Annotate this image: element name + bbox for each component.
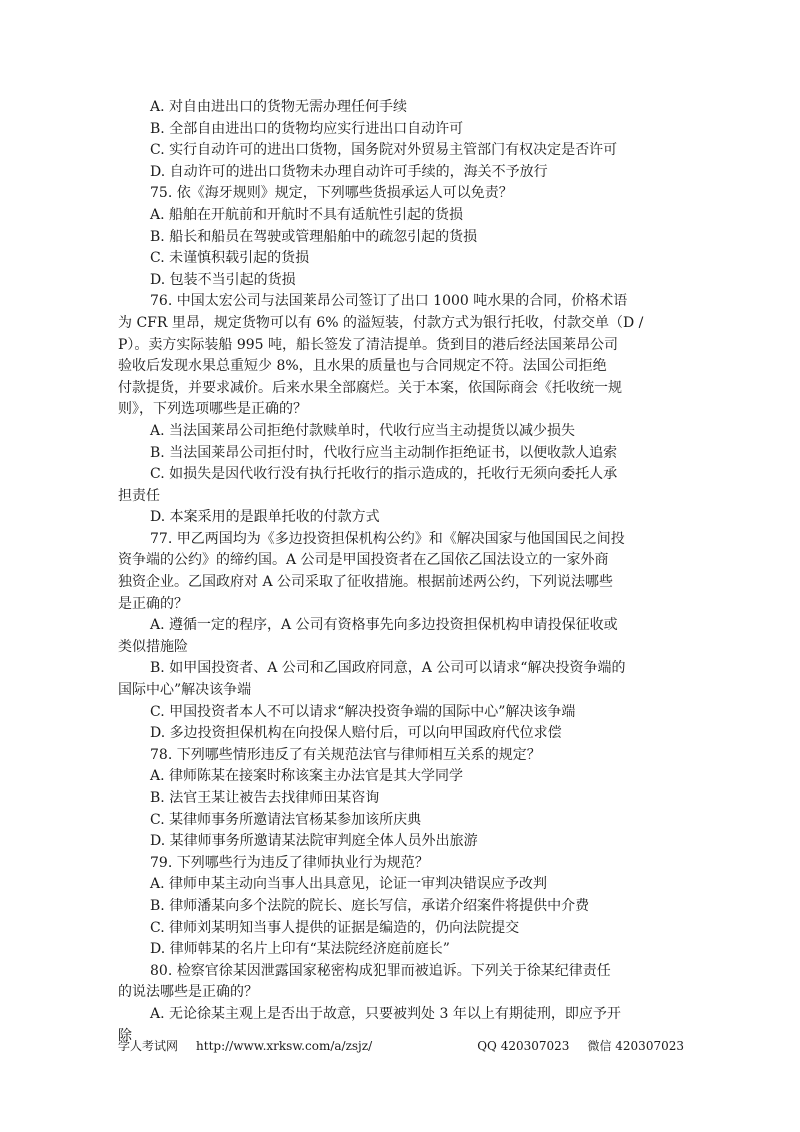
footer-qq-number: 420307023 — [500, 1039, 570, 1053]
text-line: 验收后发现水果总重短少 8%，且水果的质量也与合同规定不符。法国公司拒绝 — [118, 358, 607, 375]
footer-left — [118, 1036, 372, 1056]
footer-wechat-label: 微信 — [587, 1039, 612, 1053]
text-line: 担责任 — [118, 487, 160, 504]
text-line: A. 当法国莱昂公司拒绝付款赎单时，代收行应当主动提货以减少损失 — [150, 422, 576, 439]
text-line: 除 — [118, 1027, 132, 1044]
text-line: B. 全部自由进出口的货物均应实行进出口自动许可 — [150, 120, 464, 137]
text-line: A. 无论徐某主观上是否出于故意，只要被判处 3 年以上有期徒刑，即应予开 — [150, 1005, 621, 1022]
text-line: D. 某律师事务所邀请某法院审判庭全体人员外出旅游 — [150, 833, 478, 850]
text-line: 76. 中国太宏公司与法国莱昂公司签订了出口 1000 吨水果的合同，价格术语 — [150, 293, 628, 310]
text-line: 79. 下列哪些行为违反了律师执业行为规范？ — [150, 854, 429, 871]
text-line: 国际中心”解决该争端 — [118, 682, 252, 699]
document-body — [118, 97, 684, 1047]
text-line: C. 如损失是因代收行没有执行托收行的指示造成的，托收行无须向委托人承 — [150, 466, 618, 483]
text-line: B. 如甲国投资者、A 公司和乙国政府同意，A 公司可以请求“解决投资争端的 — [150, 660, 626, 677]
footer-site-name: 学人考试网 — [118, 1039, 179, 1053]
text-line: B. 船长和船员在驾驶或管理船舶中的疏忽引起的货损 — [150, 228, 478, 245]
text-line: C. 甲国投资者本人不可以请求“解决投资争端的国际中心”解决该争端 — [150, 703, 576, 720]
text-line: 是正确的？ — [118, 595, 188, 612]
text-line: 80. 检察官徐某因泄露国家秘密构成犯罪而被追诉。下列关于徐某纪律责任 — [150, 962, 611, 979]
footer-wechat-number: 420307023 — [615, 1039, 684, 1053]
text-line: 独资企业。乙国政府对 A 公司采取了征收措施。根据前述两公约，下列说法哪些 — [118, 574, 614, 591]
text-line: 77. 甲乙两国均为《多边投资担保机构公约》和《解决国家与他国国民之间投 — [150, 530, 625, 547]
text-line: D. 本案采用的是跟单托收的付款方式 — [150, 509, 380, 526]
text-line: D. 律师韩某的名片上印有“某法院经济庭前庭长” — [150, 941, 450, 958]
text-line: 则》，下列选项哪些是正确的？ — [118, 401, 307, 418]
text-line: D. 多边投资担保机构在向投保人赔付后，可以向甲国政府代位求偿 — [150, 725, 562, 742]
text-line: P）。卖方实际装船 995 吨，船长签发了清洁提单。货到目的港后经法国莱昂公司 — [118, 336, 619, 353]
text-line: 78. 下列哪些情形违反了有关规范法官与律师相互关系的规定？ — [150, 746, 541, 763]
text-line: 类似措施险 — [118, 638, 188, 655]
text-line: D. 包装不当引起的货损 — [150, 271, 296, 288]
text-line: A. 船舶在开航前和开航时不具有适航性引起的货损 — [150, 206, 464, 223]
text-line: 的说法哪些是正确的？ — [118, 984, 258, 1001]
text-line: B. 律师潘某向多个法院的院长、庭长写信，承诺介绍案件将提供中介费 — [150, 897, 590, 914]
text-line: C. 未谨慎积载引起的货损 — [150, 250, 310, 267]
text-line: 75. 依《海牙规则》规定，下列哪些货损承运人可以免责？ — [150, 185, 513, 202]
footer-right — [477, 1036, 684, 1056]
text-line: C. 实行自动许可的进出口货物，国务院对外贸易主管部门有权决定是否许可 — [150, 142, 618, 159]
text-line: 付款提货，并要求减价。后来水果全部腐烂。关于本案，依国际商会《托收统一规 — [118, 379, 622, 396]
text-line: C. 律师刘某明知当事人提供的证据是编造的，仍向法院提交 — [150, 919, 520, 936]
text-line: A. 遵循一定的程序，A 公司有资格事先向多边投资担保机构申请投保征收或 — [150, 617, 618, 634]
page-footer — [118, 1036, 684, 1056]
text-line: 资争端的公约》的缔约国。A 公司是甲国投资者在乙国依乙国法设立的一家外商 — [118, 552, 609, 569]
text-line: A. 律师申某主动向当事人出具意见，论证一审判决错误应予改判 — [150, 876, 548, 893]
text-line: B. 法官王某让被告去找律师田某咨询 — [150, 790, 380, 806]
footer-url-link[interactable]: http://www.xrksw.com/a/zsjz/ — [196, 1039, 373, 1053]
text-line: A. 对自由进出口的货物无需办理任何手续 — [150, 99, 408, 115]
footer-qq-label: QQ — [477, 1039, 497, 1053]
text-line: 为 CFR 里昂，规定货物可以有 6% 的溢短装，付款方式为银行托收，付款交单（D / — [118, 314, 644, 331]
text-line: C. 某律师事务所邀请法官杨某参加该所庆典 — [150, 811, 422, 828]
text-line: A. 律师陈某在接案时称该案主办法官是其大学同学 — [150, 768, 464, 785]
text-line: D. 自动许可的进出口货物未办理自动许可手续的，海关不予放行 — [150, 163, 548, 180]
text-line: B. 当法国莱昂公司拒付时，代收行应当主动制作拒绝证书，以便收款人追索 — [150, 444, 618, 461]
